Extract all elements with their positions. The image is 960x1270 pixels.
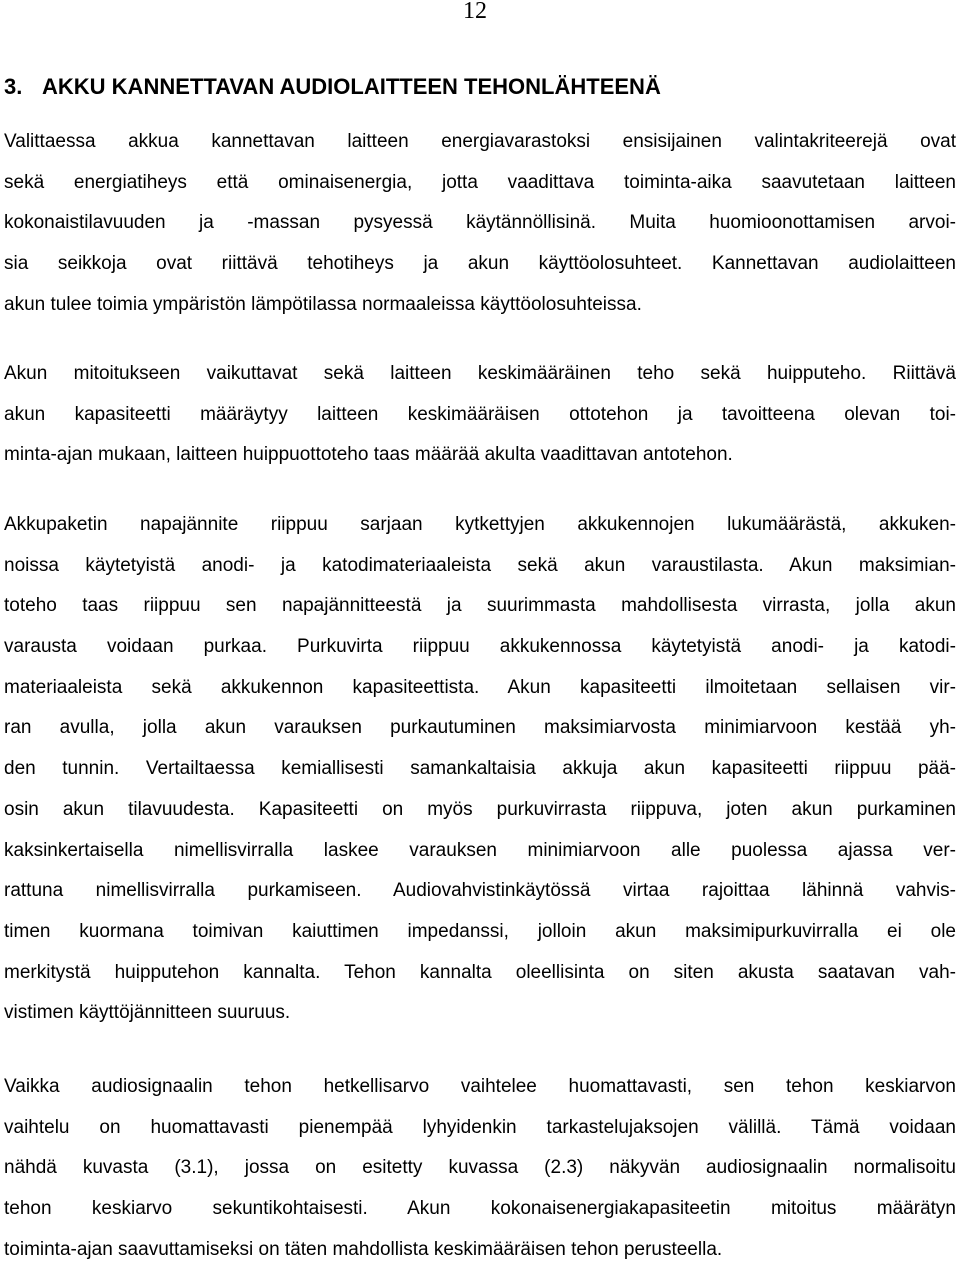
paragraph-line: sia seikkoja ovat riittävä tehotiheys ja akun käyttöolosuhteet. Kannettavan audiolaitteen [4, 253, 956, 275]
paragraph-line: toteho taas riippuu sen napajännitteestä ja suurimmasta mahdollisesta virrasta, jolla akun [4, 595, 956, 617]
paragraph-line: vistimen käyttöjännitteen suuruus. [4, 1002, 291, 1024]
paragraph-line: Akkupaketin napajännite riippuu sarjaan kytkettyjen akkukennojen lukumäärästä, akkuken- [4, 514, 956, 535]
paragraph-line: timen kuormana toimivan kaiuttimen impedanssi, jolloin akun maksimipurkuvirralla ei ole [4, 920, 956, 942]
paragraph-line: kaksinkertaisella nimellisvirralla laskee varauksen minimiarvoon alle puolessa ajassa ver- [4, 839, 956, 861]
paragraph-line: noissa käytetyistä anodi- ja katodimateriaaleista sekä akun varaustilasta. Akun maksimian- [4, 554, 956, 576]
section-heading [4, 70, 661, 104]
paragraph-line: nähdä kuvasta (3.1), jossa on esitetty kuvassa (2.3) näkyvän audiosignaalin normalisoitu [4, 1157, 956, 1179]
paragraph-4 [4, 1067, 956, 1270]
paragraph-line: merkitystä huipputehon kannalta. Tehon kannalta oleellisinta on siten akusta saatavan vah- [4, 961, 956, 983]
paragraph-line: Valittaessa akkua kannettavan laitteen energiavarastoksi ensisijainen valintakriteerejä ovat [4, 131, 956, 152]
paragraph-line: den tunnin. Vertailtaessa kemiallisesti samankaltaisia akkuja akun kapasiteetti riippuu pää- [4, 758, 956, 780]
paragraph-line: vaihtelu on huomattavasti pienempää lyhyidenkin tarkastelujaksojen välillä. Tämä voidaan [4, 1116, 956, 1138]
paragraph-3 [4, 505, 956, 1034]
paragraph-line: Vaikka audiosignaalin tehon hetkellisarvo vaihtelee huomattavasti, sen tehon keskiarvon [4, 1076, 956, 1097]
paragraph-line: osin akun tilavuudesta. Kapasiteetti on myös purkuvirrasta riippuva, joten akun purkaminen [4, 798, 956, 820]
paragraph-line: minta-ajan mukaan, laitteen huippuottoteho taas määrää akulta vaadittavan antotehon. [4, 444, 733, 466]
paragraph-line: materiaaleista sekä akkukennon kapasiteettista. Akun kapasiteetti ilmoitetaan sellaisen vir- [4, 676, 956, 698]
paragraph-2 [4, 354, 956, 476]
section-title: AKKU KANNETTAVAN AUDIOLAITTEEN TEHONLÄHTEENÄ [42, 74, 661, 99]
paragraph-1 [4, 122, 956, 325]
paragraph-line: ran avulla, jolla akun varauksen purkautuminen maksimiarvosta minimiarvoon kestää yh- [4, 717, 956, 739]
paragraph-line: toiminta-ajan saavuttamiseksi on täten mahdollista keskimääräisen tehon perusteella. [4, 1238, 723, 1260]
paragraph-line: kokonaistilavuuden ja -massan pysyessä käytännöllisinä. Muita huomioonottamisen arvoi- [4, 212, 956, 234]
paragraph-line: tehon keskiarvo sekuntikohtaisesti. Akun kokonaisenergiakapasiteetin mitoitus määrätyn [4, 1198, 956, 1220]
paragraph-line: varausta voidaan purkaa. Purkuvirta riippuu akkukennossa käytetyistä anodi- ja katodi- [4, 636, 956, 658]
paragraph-line: akun kapasiteetti määräytyy laitteen keskimääräisen ottotehon ja tavoitteena olevan toi- [4, 403, 956, 425]
paragraph-line: Akun mitoitukseen vaikuttavat sekä laitteen keskimääräinen teho sekä huipputeho. Riittävä [4, 363, 956, 384]
page-number: 12 [463, 0, 487, 24]
section-number: 3. [4, 74, 23, 99]
paragraph-line: rattuna nimellisvirralla purkamiseen. Audiovahvistinkäytössä virtaa rajoittaa lähinnä vahvis- [4, 880, 956, 902]
paragraph-line: sekä energiatiheys että ominaisenergia, jotta vaadittava toiminta-aika saavutetaan laitteen [4, 171, 956, 193]
paragraph-line: akun tulee toimia ympäristön lämpötilassa normaaleissa käyttöolosuhteissa. [4, 293, 642, 315]
